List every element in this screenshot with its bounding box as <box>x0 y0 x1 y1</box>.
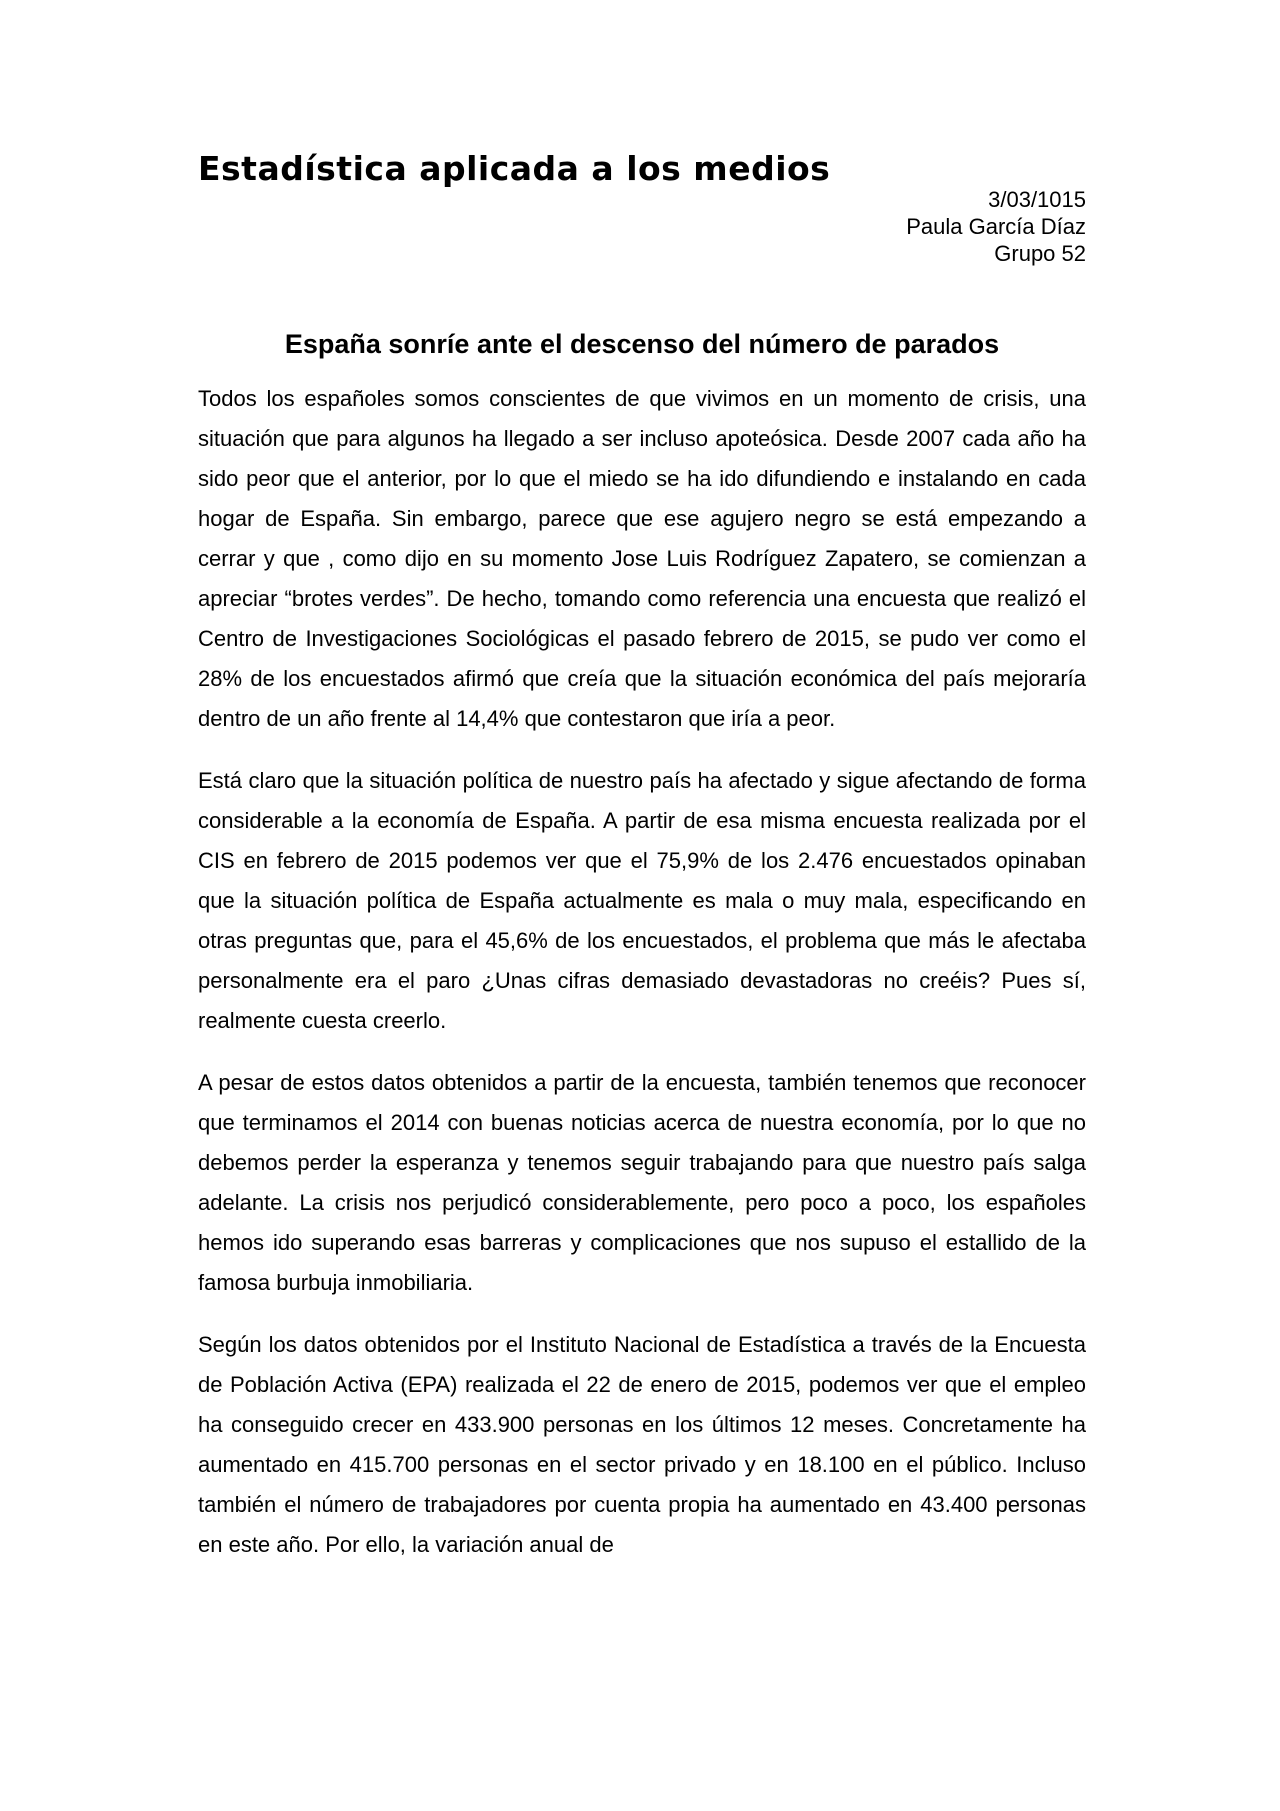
article-paragraph-1: Todos los españoles somos conscientes de que vivimos en un momento de crisis, una situación que para algunos ha llegado a ser incluso apoteósica. Desde 2007 cada año ha sido peor que el anterior, por lo que el miedo se ha ido difundiendo e instalando en cada hogar de España. Sin embargo, parece que ese agujero negro se está empezando a cerrar y que , como dijo en su momento Jose Luis Rodríguez Zapatero, se comienzan a apreciar “brotes verdes”. De hecho, tomando como referencia una encuesta que realizó el Centro de Investigaciones Sociológicas el pasado febrero de 2015, se pudo ver como el 28% de los encuestados afirmó que creía que la situación económica del país mejoraría dentro de un año frente al 14,4% que contestaron que iría a peor. <box>198 386 1086 731</box>
document-date: 3/03/1015 <box>988 187 1086 212</box>
document-group: Grupo 52 <box>994 241 1086 266</box>
article-headline: España sonríe ante el descenso del número de parados <box>284 329 1000 359</box>
article-paragraph-4: Según los datos obtenidos por el Instituto Nacional de Estadística a través de la Encuesta de Población Activa (EPA) realizada el 22 de enero de 2015, podemos ver que el empleo ha conseguido crecer en 433.900 personas en los últimos 12 meses. Concretamente ha aumentado en 415.700 personas en el sector privado y en 18.100 en el público. Incluso también el número de trabajadores por cuenta propia ha aumentado en 43.400 personas en este año. Por ello, la variación anual de <box>198 1332 1086 1557</box>
article-paragraph-2: Está claro que la situación política de nuestro país ha afectado y sigue afectando de forma considerable a la economía de España. A partir de esa misma encuesta realizada por el CIS en febrero de 2015 podemos ver que el 75,9% de los 2.476 encuestados opinaban que la situación política de España actualmente es mala o muy mala, especificando en otras preguntas que, para el 45,6% de los encuestados, el problema que más le afectaba personalmente era el paro ¿Unas cifras demasiado devastadoras no creéis? Pues sí, realmente cuesta creerlo. <box>198 768 1086 1033</box>
document-meta <box>198 186 1086 267</box>
document-title: Estadística aplicada a los medios <box>198 149 831 188</box>
document-author: Paula García Díaz <box>906 214 1086 239</box>
article-body <box>198 379 1086 1565</box>
document-page <box>198 148 1086 1565</box>
article-paragraph-3: A pesar de estos datos obtenidos a partir de la encuesta, también tenemos que reconocer que terminamos el 2014 con buenas noticias acerca de nuestra economía, por lo que no debemos perder la esperanza y tenemos seguir trabajando para que nuestro país salga adelante. La crisis nos perjudicó considerablemente, pero poco a poco, los españoles hemos ido superando esas barreras y complicaciones que nos supuso el estallido de la famosa burbuja inmobiliaria. <box>198 1070 1086 1295</box>
